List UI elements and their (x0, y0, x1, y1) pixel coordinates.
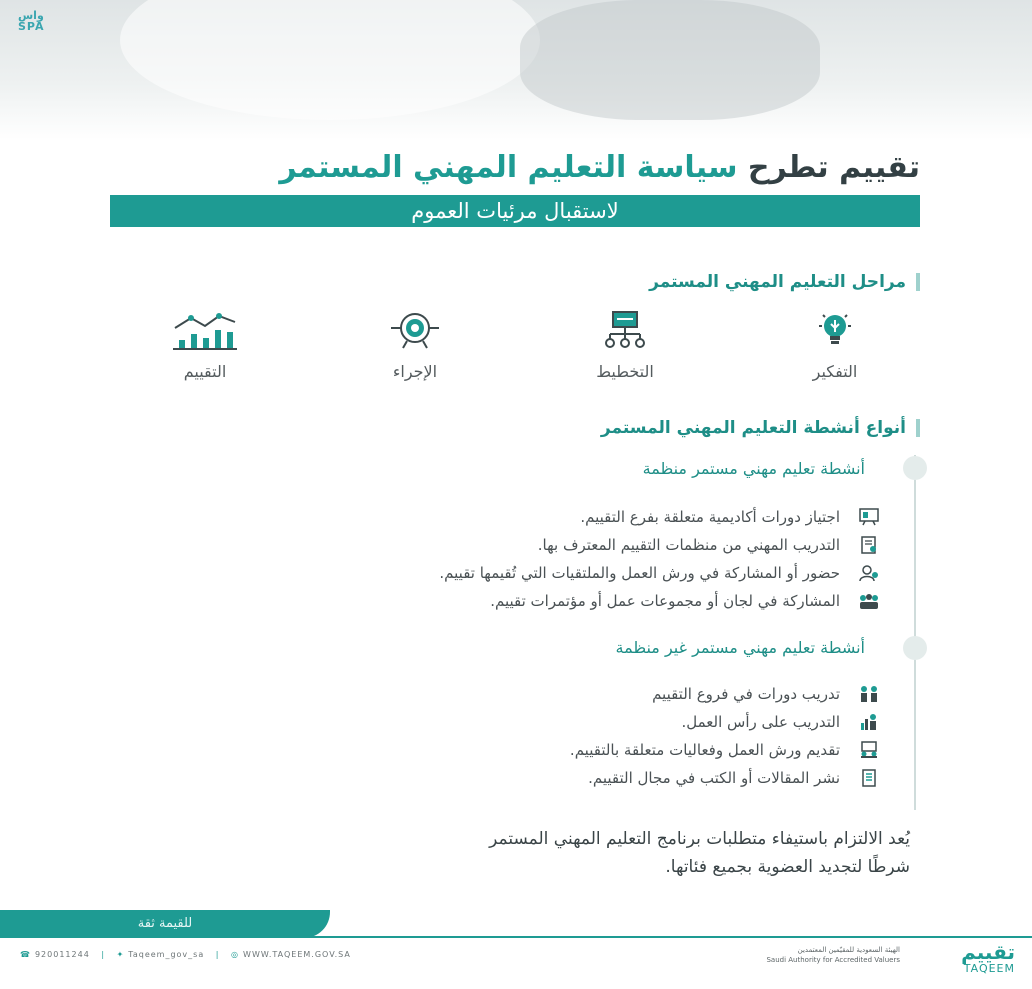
list-item-text: المشاركة في لجان أو مجموعات عمل أو مؤتمرات تقييم. (490, 592, 840, 610)
footer-divider (0, 936, 1032, 938)
heading-bar (916, 419, 920, 437)
authority-name-en: Saudi Authority for Accredited Valuers (766, 956, 900, 964)
spa-logo: واس SPA (18, 9, 45, 33)
stages-heading-text: مراحل التعليم المهني المستمر (649, 272, 906, 292)
list-item (180, 736, 880, 764)
list-item-text: تقديم ورش العمل وفعاليات متعلقة بالتقييم. (569, 741, 840, 759)
logo-arabic: تقييم (961, 940, 1015, 964)
globe-icon: ◎ (231, 950, 240, 959)
twitter-handle[interactable]: Taqeem_gov_sa (128, 950, 205, 959)
phone-icon: ☎ (20, 950, 31, 959)
closing-line: شرطًا لتجديد العضوية بجميع فئاتها. (665, 857, 910, 877)
hero-shape (120, 0, 540, 120)
trainees-icon (858, 685, 880, 703)
list-item (180, 708, 880, 736)
group-icon (858, 592, 880, 610)
heading-bar (916, 273, 920, 291)
page-title (110, 150, 920, 186)
list-item (180, 503, 880, 531)
unorganized-list (180, 680, 880, 792)
stage-label: الإجراء (392, 362, 438, 381)
list-item-text: تدريب دورات في فروع التقييم (652, 685, 840, 703)
hero-background (0, 0, 1032, 140)
authority-name-ar: الهيئة السعودية للمقيّمين المعتمدين (797, 946, 900, 954)
stage-label: التفكير (812, 362, 858, 381)
timeline-dot (903, 636, 927, 660)
organized-heading: أنشطة تعليم مهني مستمر منظمة (642, 459, 865, 478)
title-highlight: سياسة التعليم المهني المستمر (279, 150, 738, 185)
list-item (180, 559, 880, 587)
title-prefix: تقييم تطرح (737, 150, 920, 185)
closing-line: يُعد الالتزام باستيفاء متطلبات برنامج التعليم المهني المستمر (489, 829, 910, 849)
growth-chart-icon (169, 310, 241, 350)
list-item-text: حضور أو المشاركة في ورش العمل والملتقيات التي تُقيمها تقييم. (439, 564, 840, 582)
planning-flowchart-icon (602, 310, 648, 350)
organized-list (180, 503, 880, 615)
stage-planning (555, 310, 695, 390)
list-item (180, 531, 880, 559)
presentation-icon (858, 508, 880, 526)
types-heading (110, 416, 920, 440)
list-item-text: نشر المقالات أو الكتب في مجال التقييم. (588, 769, 840, 787)
authority-name (690, 945, 900, 965)
hero-shape (520, 0, 820, 120)
phone-number: 920011244 (34, 950, 90, 959)
list-item-text: التدريب المهني من منظمات التقييم المعترف بها. (537, 536, 840, 554)
stages-row (135, 310, 905, 390)
closing-statement (110, 825, 910, 881)
types-heading-text: أنواع أنشطة التعليم المهني المستمر (600, 418, 906, 438)
list-item (180, 680, 880, 708)
stage-label: التقييم (183, 362, 227, 381)
twitter-icon: ✦ (116, 950, 125, 959)
slogan-band: للقيمة ثقة (0, 910, 330, 938)
timeline-line (914, 455, 916, 810)
website-link[interactable]: WWW.TAQEEM.GOV.SA (243, 950, 351, 959)
workshop-icon (858, 741, 880, 759)
list-item (180, 764, 880, 792)
users-icon (858, 564, 880, 582)
stages-heading (110, 270, 920, 294)
certificate-icon (858, 536, 880, 554)
unorganized-heading: أنشطة تعليم مهني مستمر غير منظمة (615, 638, 865, 657)
timeline-dot (903, 456, 927, 480)
stage-thinking (765, 310, 905, 390)
taqeem-logo (905, 942, 1015, 976)
logo-english: TAQEEM (963, 962, 1015, 975)
lightbulb-icon (815, 310, 855, 350)
contact-info (20, 950, 351, 959)
on-job-icon (858, 713, 880, 731)
separator: | (215, 950, 220, 959)
stage-evaluation (135, 310, 275, 390)
separator: | (101, 950, 106, 959)
list-item (180, 587, 880, 615)
title-banner: لاستقبال مرئيات العموم (110, 195, 920, 227)
stage-label: التخطيط (596, 362, 654, 381)
list-item-text: اجتياز دورات أكاديمية متعلقة بفرع التقييم. (580, 508, 840, 526)
target-icon (389, 310, 441, 350)
document-icon (858, 769, 880, 787)
stage-action (345, 310, 485, 390)
list-item-text: التدريب على رأس العمل. (681, 713, 840, 731)
